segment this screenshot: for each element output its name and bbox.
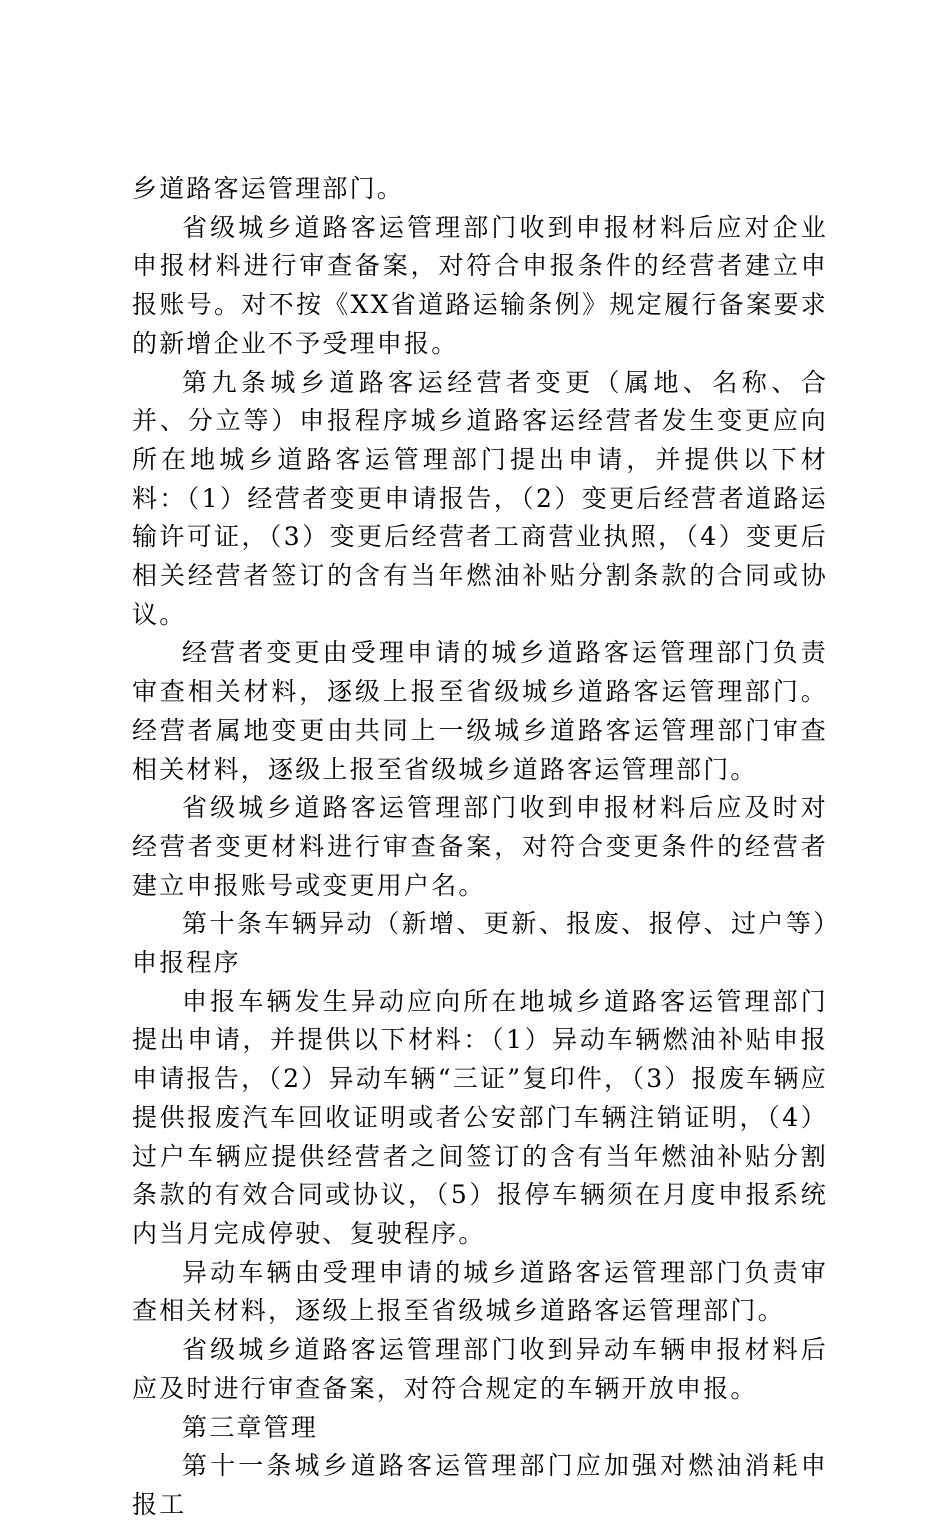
paragraph-article-10: 第十条车辆异动（新增、更新、报废、报停、过户等）申报程序 [132, 909, 828, 978]
paragraph-article-9: 第九条城乡道路客运经营者变更（属地、名称、合并、分立等）申报程序城乡道路客运经营者发生变更应向所在地城乡道路客运管理部门提出申请，并提供以下材料：（1）经营者变更申请报告，（2）变更后经营者道路运输许可证，（3）变更后经营者工商营业执照，（4）变更后相关经营者签订的含有当年燃油补贴分割条款的合同或协议。 [132, 367, 828, 629]
chapter-heading: 第三章管理 [182, 1412, 319, 1442]
paragraph: 省级城乡道路客运管理部门收到申报材料后应对企业申报材料进行审查备案，对符合申报条件的经营者建立申报账号。对不按《XX省道路运输条例》规定履行备案要求的新增企业不予受理申报。 [132, 212, 828, 358]
paragraph-continuation: 乡道路客运管理部门。 [132, 174, 405, 203]
document-body [132, 170, 828, 1525]
paragraph: 申报车辆发生异动应向所在地城乡道路客运管理部门提出申请，并提供以下材料：（1）异动车辆燃油补贴申报申请报告，（2）异动车辆“三证”复印件，（3）报废车辆应提供报废汽车回收证明或者公安部门车辆注销证明，（4）过户车辆应提供经营者之间签订的含有当年燃油补贴分割条款的有效合同或协议，（5）报停车辆须在月度申报系统内当月完成停驶、复驶程序。 [132, 986, 828, 1248]
paragraph: 省级城乡道路客运管理部门收到异动车辆申报材料后应及时进行审查备案，对符合规定的车辆开放申报。 [132, 1335, 828, 1403]
paragraph: 省级城乡道路客运管理部门收到申报材料后应及时对经营者变更材料进行审查备案，对符合变更条件的经营者建立申报账号或变更用户名。 [132, 793, 828, 900]
paragraph: 异动车辆由受理申请的城乡道路客运管理部门负责审查相关材料，逐级上报至省级城乡道路客运管理部门。 [132, 1257, 828, 1326]
paragraph-article-11: 第十一条城乡道路客运管理部门应加强对燃油消耗申报工 [132, 1451, 828, 1519]
paragraph: 经营者变更由受理申请的城乡道路客运管理部门负责审查相关材料，逐级上报至省级城乡道路客运管理部门。经营者属地变更由共同上一级城乡道路客运管理部门审查相关材料，逐级上报至省级城乡道路客运管理部门。 [132, 638, 828, 784]
